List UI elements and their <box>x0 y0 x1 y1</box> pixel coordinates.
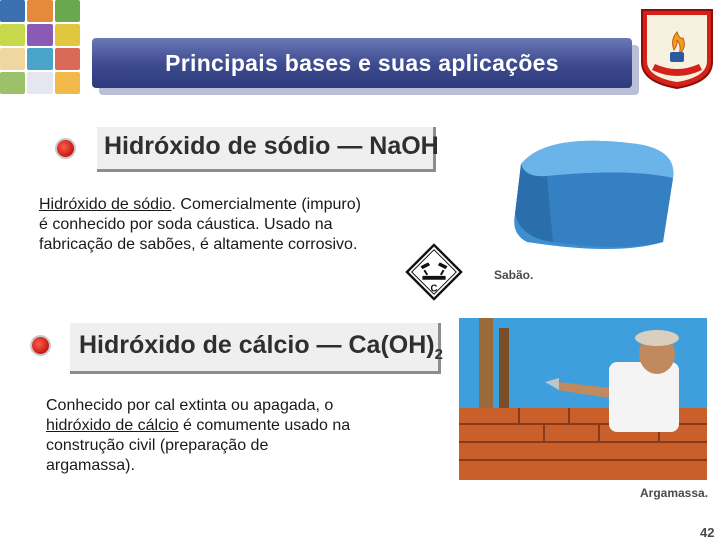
hazard-label: C <box>430 283 438 295</box>
section2-line4: argamassa). <box>46 457 135 474</box>
section2-line2-rest: é comumente usado na <box>178 417 351 434</box>
instituto-social-logo <box>636 4 718 90</box>
section1-line1-rest: . Comercialmente (impuro) <box>171 196 361 213</box>
section1-line1 <box>39 195 449 215</box>
calcium-hydroxide-link[interactable]: hidróxido de cálcio <box>46 417 179 434</box>
section2-line3: construção civil (preparação de <box>46 437 269 454</box>
soap-photo <box>487 124 683 266</box>
section2-heading-main: Hidróxido de cálcio — Ca(OH) <box>79 331 435 359</box>
decorative-photo-mosaic <box>0 0 80 94</box>
section2-line1: Conhecido por cal extinta ou apagada, o <box>46 397 334 414</box>
section2-heading-subscript: 2 <box>434 346 443 363</box>
section1-bullet <box>57 140 74 157</box>
section2-bullet <box>32 337 49 354</box>
corrosive-hazard-icon <box>405 243 463 301</box>
section1-line3: fabricação de sabões, é altamente corrosivo. <box>39 236 358 253</box>
section2-heading <box>79 331 443 363</box>
soap-caption: Sabão. <box>494 268 534 282</box>
section2-line2 <box>46 416 446 436</box>
construction-worker-photo <box>459 318 707 480</box>
section1-line2: é conhecido por soda cáustica. Usado na <box>39 216 333 233</box>
mortar-caption: Argamassa. <box>640 486 709 500</box>
slide-title: Principais bases e suas aplicações <box>165 50 559 76</box>
section1-description <box>39 195 449 255</box>
page-number: 42 <box>700 525 715 540</box>
section1-heading: Hidróxido de sódio — NaOH <box>104 132 439 160</box>
sodium-hydroxide-link[interactable]: Hidróxido de sódio <box>39 196 172 213</box>
section2-description <box>46 396 446 476</box>
